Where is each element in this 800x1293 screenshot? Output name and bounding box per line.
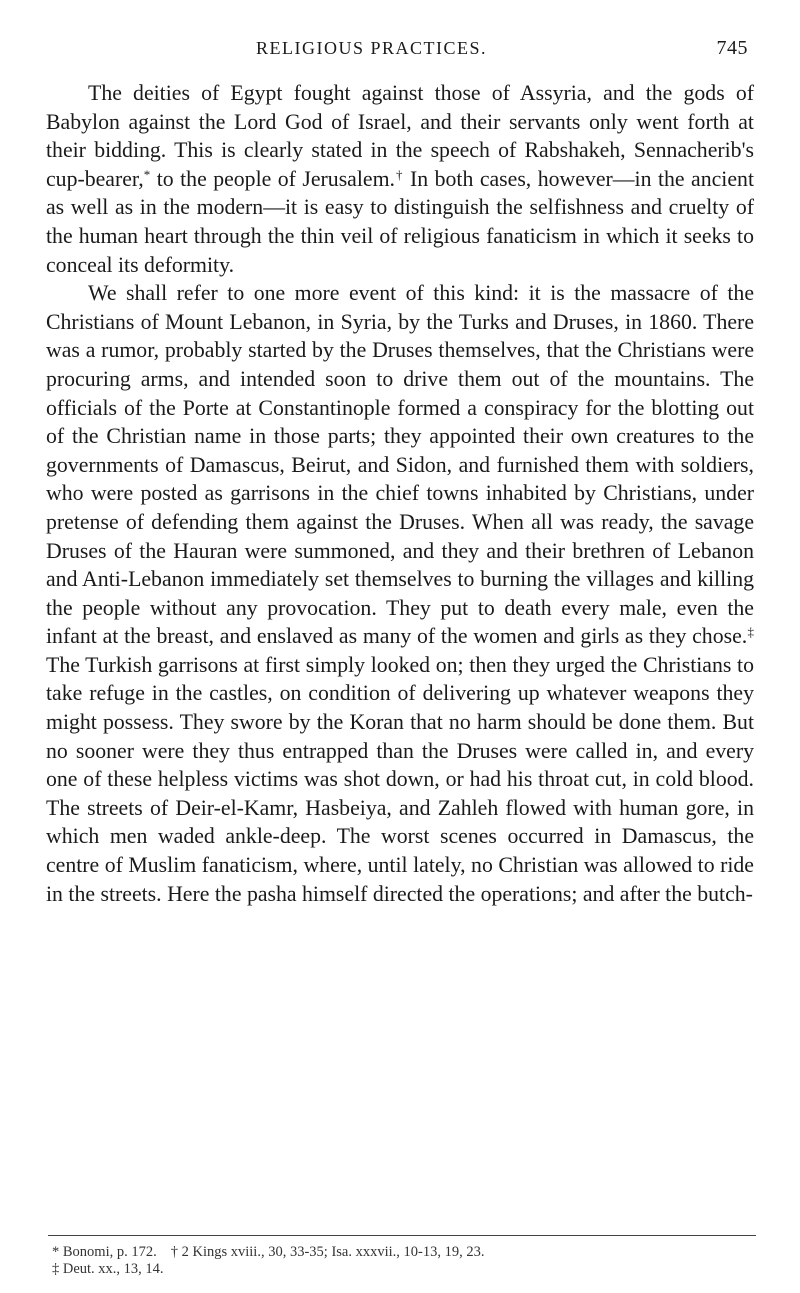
footnote-line-2 [52,1261,752,1278]
paragraph-1-text-c: In both cases, however—in the ancient as well as in the modern—it is easy to distinguish the selfishness and cruelty of the human heart through the thin veil of religious fanaticism in which it seeks to conceal its deformity. [46,166,754,277]
footnote-2: † 2 Kings xviii., 30, 33-35; Isa. xxxvii., 10-13, 19, 23. [170,1244,485,1260]
footnote-marker-1: * [143,166,151,182]
paragraph-1 [46,79,754,279]
footnote-3: ‡ Deut. xx., 13, 14. [52,1261,164,1277]
footnote-marker-3: ‡ [747,624,755,640]
footnotes [52,1244,752,1278]
running-title: RELIGIOUS PRACTICES. [256,38,488,58]
running-head [256,38,776,64]
footnote-1: * Bonomi, p. 172. [52,1244,157,1260]
footnote-line-1 [52,1244,752,1261]
page-number: 745 [716,37,748,59]
footnote-divider [48,1235,756,1236]
paragraph-1-text-b: to the people of Jerusalem. [150,166,395,191]
paragraph-2-text-a: We shall refer to one more event of this kind: it is the massacre of the Christians of Mount Lebanon, in Syria, by the Turks and Druses, in 1860. There was a rumor, probably started by the Druses themselves, that the Christians were procuring arms, and intended soon to drive them out of the mountains. The officials of the Porte at Constantinople formed a conspiracy for the blotting out of the Christian name in those parts; they appointed their own creatures to the governments of Damascus, Beirut, and Sidon, and furnished them with soldiers, who were posted as garrisons in the chief towns inhabited by Christians, under pretense of defending them against the Druses. When all was ready, the savage Druses of the Hauran were summoned, and they and their brethren of Lebanon and Anti-Lebanon immediately set themselves to burning the villages and killing the people without any provocation. They put to death every male, even the infant at the breast, and enslaved as many of the women and girls as they chose. [46,281,754,649]
paragraph-1-text-a: The deities of Egypt fought against those of Assyria, and the gods of Babylon against the Lord God of Israel, and their servants only went forth at their bidding. This is clearly stated in the speech of Rabshakeh, Sennacherib's cup-bearer, [46,81,754,191]
paragraph-2 [46,279,754,908]
body-text [46,79,754,908]
footnote-marker-2: † [395,166,404,182]
paragraph-2-text-b: The Turkish garrisons at first simply looked on; then they urged the Christians to take refuge in the castles, on condition of delivering up whatever weapons they might possess. They swore by the Koran that no harm should be done them. But no sooner were they thus entrapped than the Druses were called in, and every one of these helpless victims was shot down, or had his throat cut, in cold blood. The streets of Deir-el-Kamr, Hasbeiya, and Zahleh flowed with human gore, in which men waded ankle-deep. The worst scenes occurred in Damascus, the centre of Muslim fanaticism, where, until lately, no Christian was allowed to ride in the streets. Here the pasha himself directed the operations; and after the butch- [46,652,754,906]
